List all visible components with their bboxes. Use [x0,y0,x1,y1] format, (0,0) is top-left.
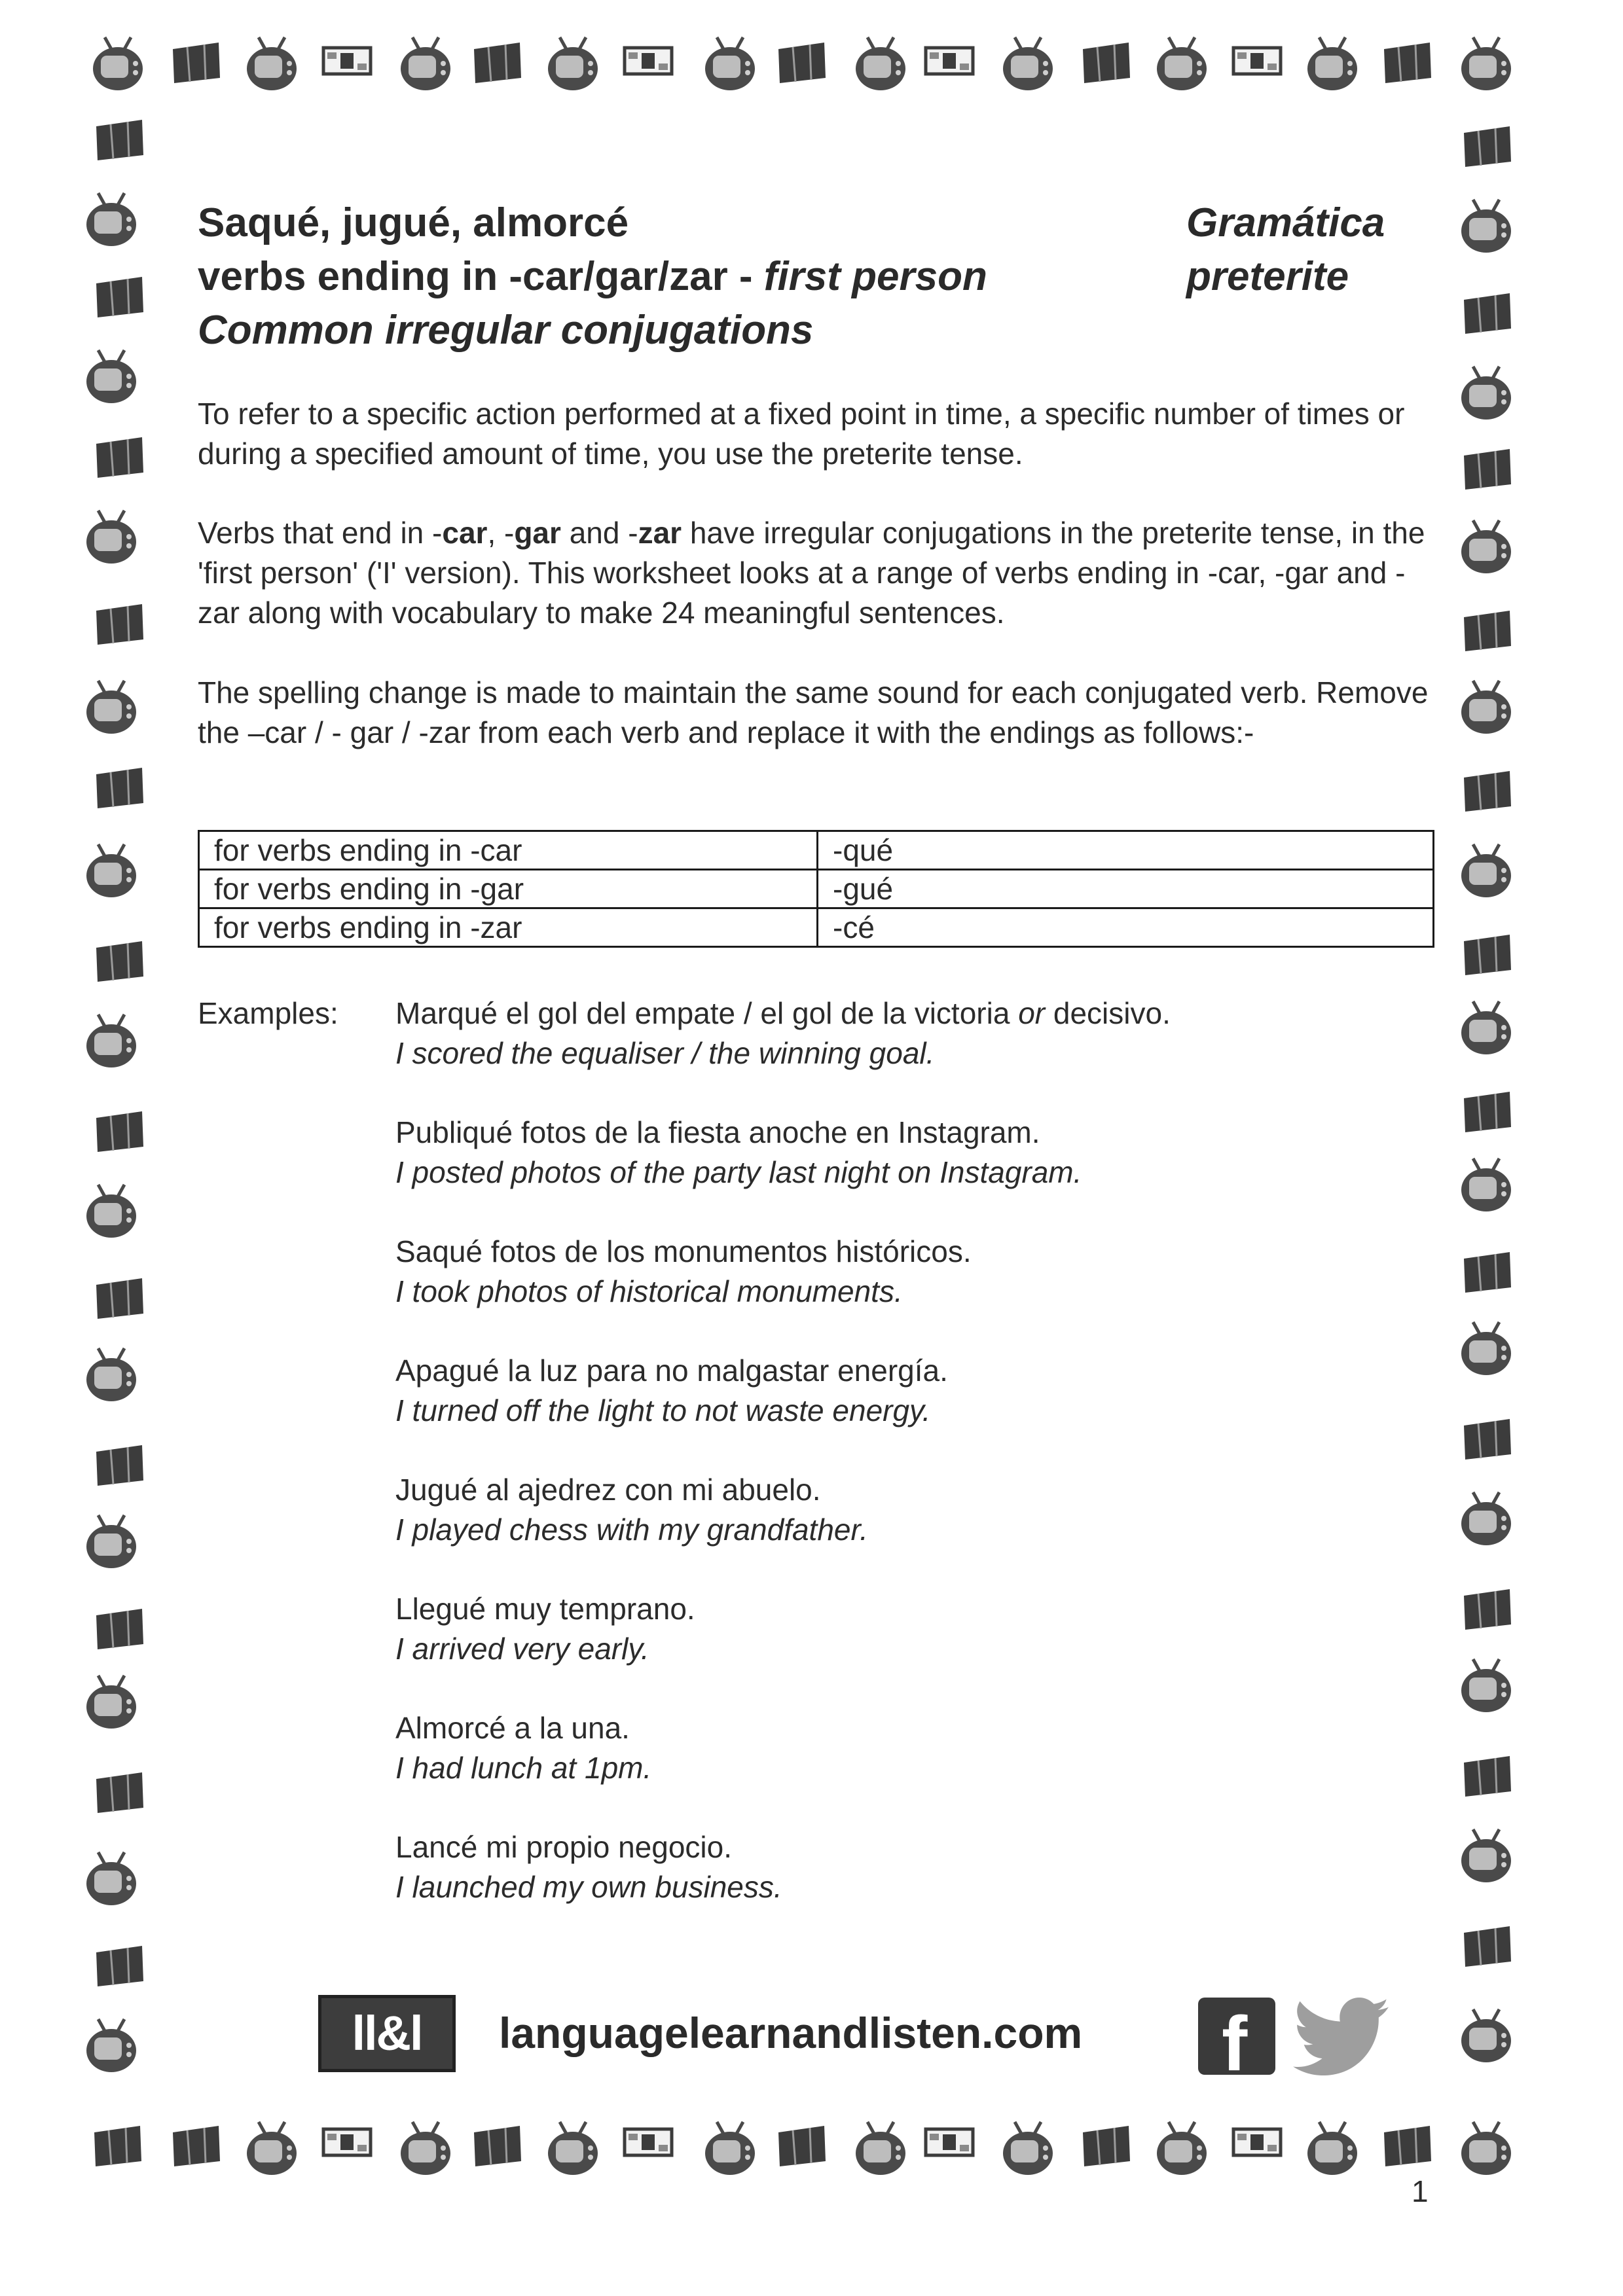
example-item [395,1589,1443,1669]
example-english: I took photos of historical monuments. [395,1274,903,1308]
example-spanish: Lancé mi propio negocio. [395,1830,732,1864]
table-row [199,831,1434,870]
ending-cell: -cé [818,908,1434,947]
endings-table [198,830,1434,948]
intro-paragraph-3: The spelling change is made to maintain the same sound for each conjugated verb. Remove the –car / - gar / -zar from each verb and replace it with the endings as follows:- [198,675,1429,749]
category-label [1186,196,1468,304]
category-line-1: Gramática [1186,200,1385,245]
intro-paragraph-2 [198,513,1442,633]
intro-p2-text: have irregular conjugations in the preterite tense, in the 'first person' ('I' version). This worksheet looks at a range of verbs ending in -car, -gar and -zar along with vocabulary to make 24 meaningful sentences. [198,516,1425,630]
example-english: I played chess with my grandfather. [395,1513,868,1547]
title-line-2-main: verbs ending in -car/gar/zar - [198,254,764,299]
example-spanish [395,994,1443,1033]
example-spanish: Jugué al ajedrez con mi abuelo. [395,1473,821,1507]
example-spanish: Llegué muy temprano. [395,1592,695,1626]
example-item [395,1351,1443,1431]
rule-cell: for verbs ending in -gar [199,870,818,908]
title-line-2 [198,250,1180,304]
table-row [199,908,1434,947]
example-english: I had lunch at 1pm. [395,1751,652,1785]
example-english: I launched my own business. [395,1870,782,1904]
example-item [395,1470,1443,1550]
bold-gar: gar [514,516,561,550]
example-or: or [1018,996,1046,1030]
example-item [395,1708,1443,1788]
title-line-2-italic: first person [763,254,987,299]
example-english: I scored the equaliser / the winning goal. [395,1036,935,1070]
example-item [395,1232,1443,1312]
example-spanish: Saqué fotos de los monumentos históricos. [395,1234,972,1268]
title-line-3: Common irregular conjugations [198,308,814,353]
example-spanish-part: decisivo. [1045,996,1171,1030]
example-item [395,1827,1443,1907]
intro-p2-text: and - [560,516,638,550]
examples-list [395,994,1443,1946]
bold-zar: zar [638,516,682,550]
border-right [1461,126,1511,2062]
border-left [86,120,143,2072]
website-link[interactable]: languagelearnandlisten.com [499,2009,1083,2057]
intro-p2-text: Verbs that end in - [198,516,443,550]
example-item [395,994,1443,1073]
example-english: I arrived very early. [395,1632,649,1666]
worksheet-title [198,196,1180,357]
example-spanish: Apagué la luz para no malgastar energía. [395,1354,948,1388]
example-spanish-part: Marqué el gol del empate / el gol de la victoria [395,996,1019,1030]
border-bottom [94,2122,1511,2175]
example-spanish: Almorcé a la una. [395,1711,630,1745]
twitter-icon[interactable] [1290,1998,1395,2079]
border-top [93,37,1511,90]
rule-cell: for verbs ending in -car [199,831,818,870]
bold-car: car [442,516,488,550]
ending-cell: -gué [818,870,1434,908]
table-row [199,870,1434,908]
intro-p2-text: , - [487,516,515,550]
example-english: I posted photos of the party last night on Instagram. [395,1155,1082,1189]
category-line-2: preterite [1186,254,1349,299]
title-line-1: Saqué, jugué, almorcé [198,200,629,245]
facebook-letter: f [1222,2001,1248,2087]
example-spanish: Publiqué fotos de la fiesta anoche en Instagram. [395,1115,1040,1149]
rule-cell: for verbs ending in -zar [199,908,818,947]
example-english: I turned off the light to not waste energy. [395,1393,931,1427]
brand-logo[interactable]: ll&l [318,1995,456,2072]
examples-label: Examples: [198,996,338,1030]
page-number: 1 [1412,2174,1429,2208]
ending-cell: -qué [818,831,1434,870]
intro-paragraph-1: To refer to a specific action performed at a fixed point in time, a specific number of times or during a specified amount of time, you use the preterite tense. [198,397,1405,471]
example-item [395,1113,1443,1193]
